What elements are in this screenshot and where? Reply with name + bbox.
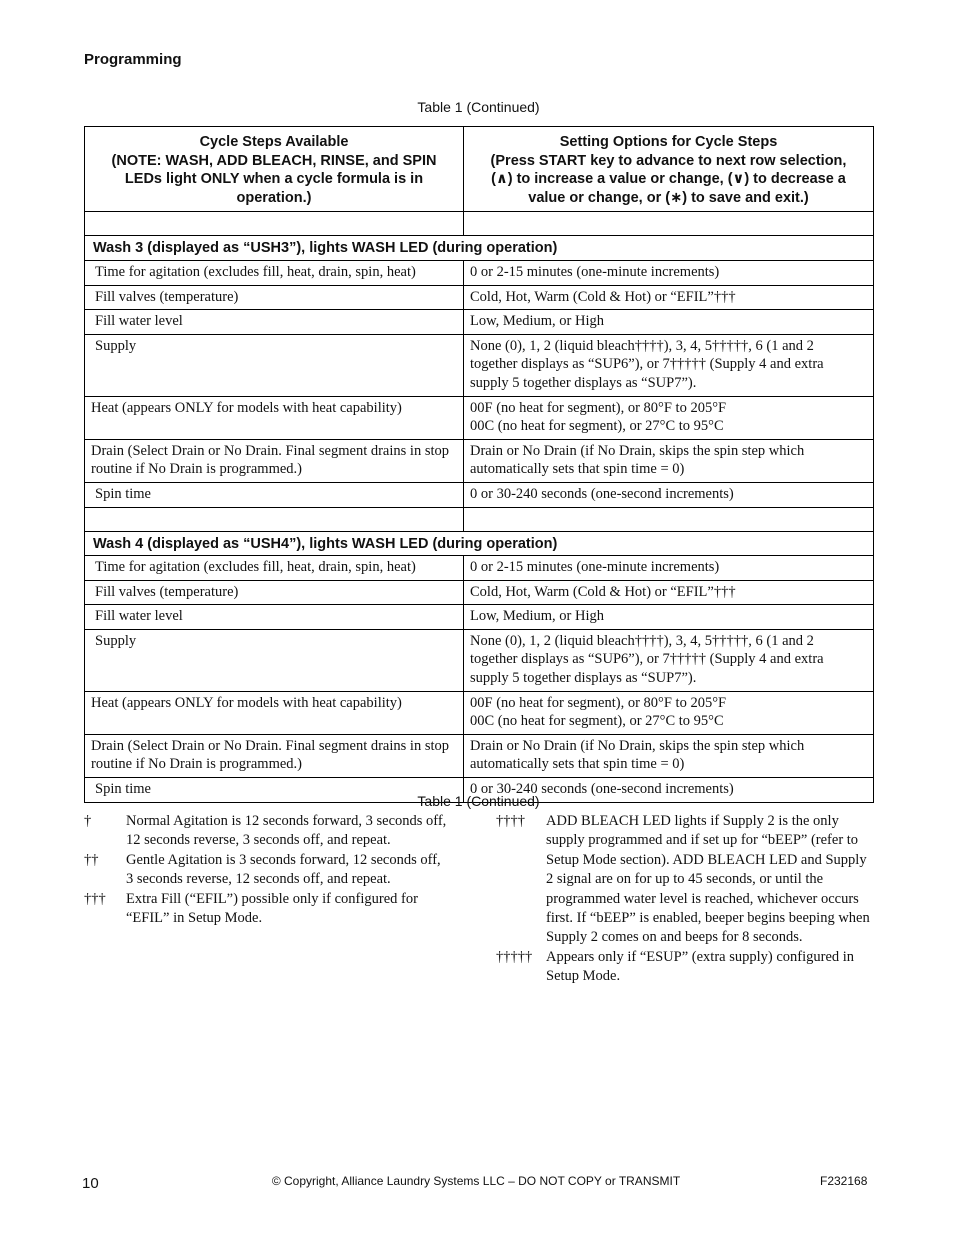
footnotes-right: [496, 812, 873, 987]
header-cycle-steps: [85, 127, 464, 212]
step-cell: Supply: [85, 334, 464, 396]
footnotes-left: [84, 812, 449, 928]
table-row: [85, 396, 874, 439]
header-line: LEDs light ONLY when a cycle formula is in: [124, 171, 424, 188]
step-cell: Heat (appears ONLY for models with heat capability): [85, 691, 464, 734]
step-cell: Drain (Select Drain or No Drain. Final segment drains in stop routine if No Drain is programmed.): [85, 439, 464, 482]
blank-cell: [464, 507, 874, 531]
step-cell: Fill water level: [85, 605, 464, 630]
option-line: 00C (no heat for segment), or 27°C to 95°C: [470, 713, 724, 730]
header-line: Cycle Steps Available: [199, 134, 349, 150]
document-code: F232168: [820, 1174, 868, 1188]
blank-cell: [85, 507, 464, 531]
section-row-wash4: [85, 531, 874, 556]
table-row: [85, 734, 874, 777]
table-row: [85, 482, 874, 507]
footnote-text: Normal Agitation is 12 seconds forward, 3 seconds off, 12 seconds reverse, 3 seconds off, and repeat.: [126, 813, 447, 849]
table-row: [85, 439, 874, 482]
option-cell: [464, 556, 874, 581]
footnote: [84, 851, 449, 890]
table-row: [85, 556, 874, 581]
option-line: supply 5 together displays as “SUP7”).: [470, 670, 697, 687]
table-caption-top: Table 1 (Continued): [417, 99, 540, 115]
section-title-wash4: Wash 4 (displayed as “USH4”), lights WASH LED (during operation): [85, 531, 874, 556]
header-line: Setting Options for Cycle Steps: [559, 134, 778, 150]
option-line: Cold, Hot, Warm (Cold & Hot) or “EFIL”†††: [470, 583, 736, 600]
table-row: [85, 605, 874, 630]
footnote-mark: †: [84, 813, 92, 829]
header-setting-options: [464, 127, 874, 212]
step-cell: Fill water level: [85, 310, 464, 335]
option-line: 00F (no heat for segment), or 80°F to 205°F: [470, 694, 727, 711]
option-line: together displays as “SUP6”), or 7††††† (Supply 4 and extra: [470, 651, 824, 668]
option-line: 00C (no heat for segment), or 27°C to 95°C: [470, 418, 724, 435]
footnote-text: ADD BLEACH LED lights if Supply 2 is the only supply programmed and if set up for “bEEP” (refer to Setup Mode section). ADD BLEACH LED and Supply 2 signal are on for up to 45 seconds, or until the programmed water level is reached, whichever occurs first. If “bEEP” is enabled, beeper begins beeping when Supply 2 comes on and beeps for 8 seconds.: [546, 813, 870, 946]
option-line: 00F (no heat for segment), or 80°F to 205°F: [470, 399, 727, 416]
table-caption-bottom: Table 1 (Continued): [417, 793, 540, 809]
option-line: Drain or No Drain (if No Drain, skips the spin step which: [470, 442, 805, 459]
header-line: (NOTE: WASH, ADD BLEACH, RINSE, and SPIN: [111, 152, 437, 169]
option-line: None (0), 1, 2 (liquid bleach††††), 3, 4, 5†††††, 6 (1 and 2: [470, 632, 814, 649]
footnote: [496, 812, 873, 948]
table-row: [85, 334, 874, 396]
table-row: [85, 691, 874, 734]
table-row: [85, 310, 874, 335]
option-line: Drain or No Drain (if No Drain, skips the spin step which: [470, 737, 805, 754]
section-title-wash3: Wash 3 (displayed as “USH3”), lights WASH LED (during operation): [85, 236, 874, 261]
table-row: [85, 629, 874, 691]
header-line: (∧) to increase a value or change, (∨) to decrease a: [491, 171, 846, 188]
option-cell: [464, 482, 874, 507]
option-cell: [464, 310, 874, 335]
footnote: [496, 948, 873, 987]
option-line: Low, Medium, or High: [470, 608, 604, 625]
footnote-text: Appears only if “ESUP” (extra supply) configured in Setup Mode.: [546, 948, 855, 985]
option-line: 0 or 2-15 minutes (one-minute increments): [470, 559, 720, 576]
option-cell: [464, 605, 874, 630]
header-line: (Press START key to advance to next row selection,: [490, 152, 847, 169]
option-cell: [464, 734, 874, 777]
footnote-text: Gentle Agitation is 3 seconds forward, 12 seconds off, 3 seconds reverse, 12 seconds off, and repeat.: [126, 851, 441, 888]
copyright-notice: © Copyright, Alliance Laundry Systems LLC – DO NOT COPY or TRANSMIT: [271, 1174, 681, 1188]
option-line: None (0), 1, 2 (liquid bleach††††), 3, 4, 5†††††, 6 (1 and 2: [470, 337, 814, 354]
footnote-mark: †††: [84, 890, 106, 907]
option-line: automatically sets that spin time = 0): [470, 461, 685, 478]
option-cell: [464, 580, 874, 605]
option-cell: [464, 260, 874, 285]
footnote-text: Extra Fill (“EFIL”) possible only if configured for “EFIL” in Setup Mode.: [126, 890, 418, 927]
step-cell: Time for agitation (excludes fill, heat, drain, spin, heat): [85, 260, 464, 285]
option-cell: [464, 285, 874, 310]
footnote-mark: ††††: [496, 813, 525, 829]
footnote-mark: ††: [84, 851, 99, 868]
option-line: 0 or 30-240 seconds (one-second increments): [470, 781, 734, 798]
table-row: [85, 260, 874, 285]
option-line: Cold, Hot, Warm (Cold & Hot) or “EFIL”†††: [470, 288, 736, 305]
step-cell: Spin time: [85, 778, 464, 803]
option-line: automatically sets that spin time = 0): [470, 756, 685, 773]
step-cell: Drain (Select Drain or No Drain. Final segment drains in stop routine if No Drain is programmed.): [85, 734, 464, 777]
header-line: operation.): [236, 189, 312, 206]
table-row: [85, 285, 874, 310]
cycle-steps-table: [84, 126, 874, 803]
step-cell: Spin time: [85, 482, 464, 507]
section-heading: Programming: [84, 51, 182, 68]
footnote: [84, 812, 449, 851]
step-cell: Fill valves (temperature): [85, 285, 464, 310]
step-cell: Fill valves (temperature): [85, 580, 464, 605]
option-line: 0 or 2-15 minutes (one-minute increments): [470, 263, 720, 280]
section-row-wash3: [85, 236, 874, 261]
blank-row: [85, 507, 874, 531]
table-row: [85, 580, 874, 605]
blank-cell: [464, 212, 874, 236]
footnote-mark: †††††: [496, 948, 533, 965]
option-line: supply 5 together displays as “SUP7”).: [470, 374, 697, 391]
step-cell: Heat (appears ONLY for models with heat capability): [85, 396, 464, 439]
option-line: together displays as “SUP6”), or 7††††† (Supply 4 and extra: [470, 356, 824, 373]
option-line: 0 or 30-240 seconds (one-second increments): [470, 485, 734, 502]
option-cell: [464, 396, 874, 439]
page-number: 10: [82, 1175, 99, 1192]
option-cell: [464, 629, 874, 691]
step-cell: Supply: [85, 629, 464, 691]
option-cell: [464, 439, 874, 482]
blank-cell: [85, 212, 464, 236]
option-cell: [464, 334, 874, 396]
option-cell: [464, 691, 874, 734]
header-line: value or change, or (∗) to save and exit.): [528, 189, 809, 206]
blank-row: [85, 212, 874, 236]
step-cell: Time for agitation (excludes fill, heat, drain, spin, heat): [85, 556, 464, 581]
option-line: Low, Medium, or High: [470, 313, 604, 330]
footnote: [84, 890, 449, 929]
